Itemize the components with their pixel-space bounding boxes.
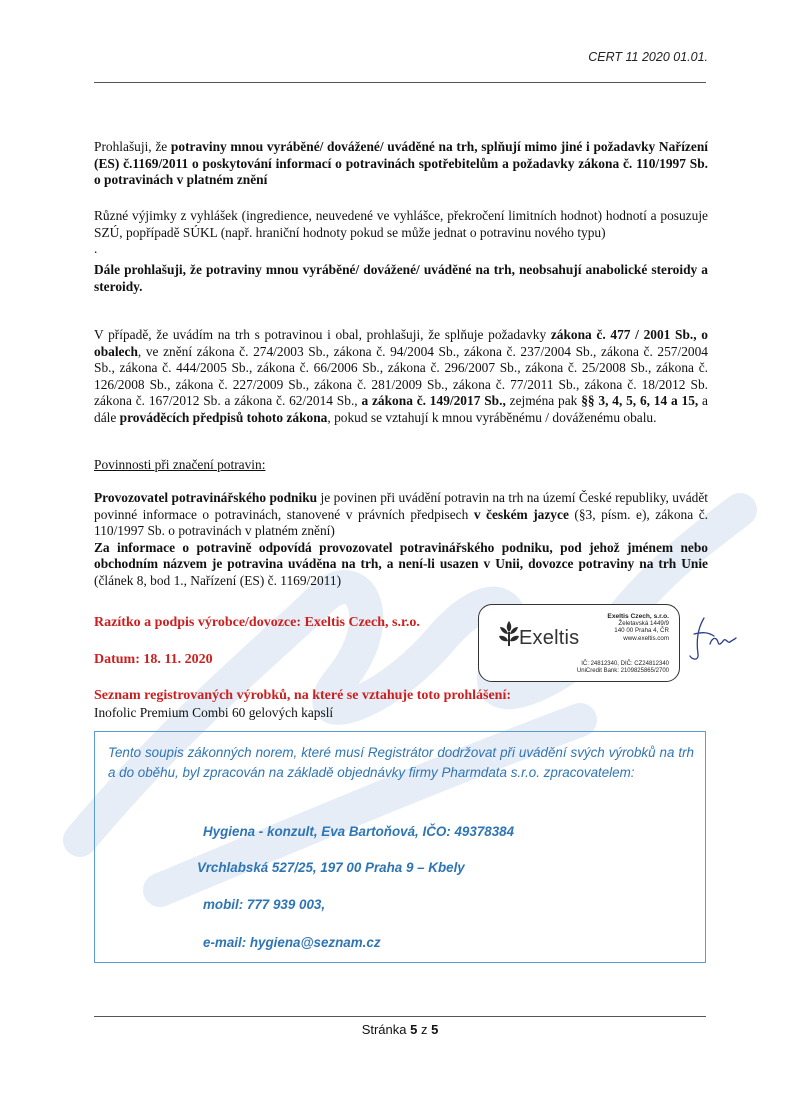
stamp-ids: IČ: 24812340, DIČ: CZ24812340 UniCredit Bank: 2109825865/2700 (576, 661, 669, 674)
document-code: CERT 11 2020 01.01. (588, 50, 708, 64)
processor-address: Vrchlabská 527/25, 197 00 Praha 9 – Kbely (197, 860, 465, 875)
text-segment: zákona č. 477 / 2001 Sb., o obalech (94, 327, 708, 359)
stamp-brand: Exeltis (519, 627, 580, 649)
steroids-paragraph (94, 262, 708, 295)
header-rule (94, 82, 706, 83)
text-segment: Za informace o potravině odpovídá provozovatel potravinářského podniku, pod jehož jménem nebo obchodním názvem je potravina uváděna na trh, a není-li usazen v Unii, dovozce potraviny na trh Unie (94, 539, 708, 572)
processor-email: e-mail: hygiena@seznam.cz (203, 935, 381, 950)
footer-rule (94, 1016, 706, 1017)
stamp-address: Exeltis Czech, s.r.o. Želetavská 1449/9 140 00 Praha 4, ČR www.exeltis.com (607, 613, 669, 642)
text-segment: a zákona č. 149/2017 Sb., (361, 393, 506, 409)
product-item: Inofolic Premium Combi 60 gelových kapslí (94, 705, 334, 720)
text-segment: a dále (94, 393, 709, 425)
leaf-logo-icon (497, 619, 521, 649)
handwritten-signature (686, 614, 738, 664)
declaration-paragraph-1 (94, 139, 708, 189)
text-segment: Různé výjimky z vyhlášek (ingredience, neuvedené ve vyhlášce, překročení limitních hodnot) hodnotí a posuzuje SZÚ, popřípadě SÚKL (např. hraniční hodnoty pokud se může jednat o potravinu nového typu) (94, 208, 708, 240)
labeling-heading: Povinnosti při značení potravin: (94, 457, 266, 472)
text-segment: §§ 3, 4, 5, 6, 14 a 15, (581, 393, 699, 409)
exceptions-paragraph (94, 208, 708, 258)
text-segment: Prohlašuji, že (94, 139, 171, 154)
products-heading: Seznam registrovaných výrobků, na které se vztahuje toto prohlášení: (94, 688, 512, 703)
page-total: 5 (431, 1022, 439, 1037)
info-intro: Tento soupis zákonných norem, které musí Registrátor dodržovat při uvádění svých výrobků na trh a do oběhu, byl zpracován na základě objednávky firmy Pharmdata s.r.o. zpracovatelem: (108, 745, 694, 780)
packaging-paragraph (94, 327, 708, 427)
text-segment: V případě, že uvádím na trh s potravinou i obal, prohlašuji, že splňuje požadavky (94, 327, 551, 342)
processor-phone: mobil: 777 939 003, (203, 897, 326, 912)
text-segment: prováděcích předpisů tohoto zákona (119, 409, 328, 425)
stray-dot: . (94, 241, 98, 257)
text-segment: zejména pak (505, 393, 582, 409)
company-stamp (478, 604, 680, 682)
processor-info-box (94, 731, 706, 963)
page-number: 5 (410, 1022, 418, 1037)
text-segment: (článek 8, bod 1., Nařízení (ES) č. 1169/2011) (94, 572, 342, 588)
text-segment: Provozovatel potravinářského podniku (94, 490, 318, 505)
stamp-signature-label: Razítko a podpis výrobce/dovozce: Exeltis Czech, s.r.o. (94, 615, 420, 630)
labeling-paragraph (94, 490, 708, 590)
page-footer: Stránka 5 z 5 (361, 1022, 439, 1037)
text-segment: , ve znění zákona č. 274/2003 Sb., zákona č. 94/2004 Sb., zákona č. 237/2004 Sb., zákona č. 257/2004 Sb., zákona č. 444/2005 Sb., zákona č. 66/2006 Sb., zákona č. 296/2007 Sb., zákona č. 25/2008 Sb., zákona č. 126/2008 Sb., zákona č. 227/2009 Sb., zákona č. 281/2009 Sb., zákona č. 77/2011 Sb., zákona č. 18/2012 Sb. zákona č. 167/2012 Sb. a zákona č. 62/2014 Sb., (94, 343, 708, 409)
text-segment: , pokud se vztahují k mnou vyráběnému / dováženému obalu. (327, 409, 657, 425)
processor-name: Hygiena - konzult, Eva Bartoňová, IČO: 49378384 (203, 824, 515, 839)
text-segment: (§3, písm. e), zákona č. 110/1997 Sb. o potravinách v platném znění) (94, 506, 708, 539)
text-segment: Dále prohlašuji, že potraviny mnou vyráběné/ dovážené/ uváděné na trh, neobsahují anabolické steroidy a steroidy. (94, 262, 708, 294)
text-segment: je povinen při uvádění potravin na trh na území České republiky, uvádět povinné informace o potravinách, stanovené v právních předpisech (94, 490, 708, 522)
text-segment: v českém jazyce (473, 506, 569, 522)
date-label: Datum: 18. 11. 2020 (94, 652, 213, 667)
text-segment: potraviny mnou vyráběné/ dovážené/ uváděné na trh, splňují mimo jiné i požadavky Nařízení (ES) č.1169/2011 o poskytování informací o potravinách spotřebitelům a požadavky zákona č. 110/1997 Sb. o potravinách v platném znění (94, 139, 708, 188)
